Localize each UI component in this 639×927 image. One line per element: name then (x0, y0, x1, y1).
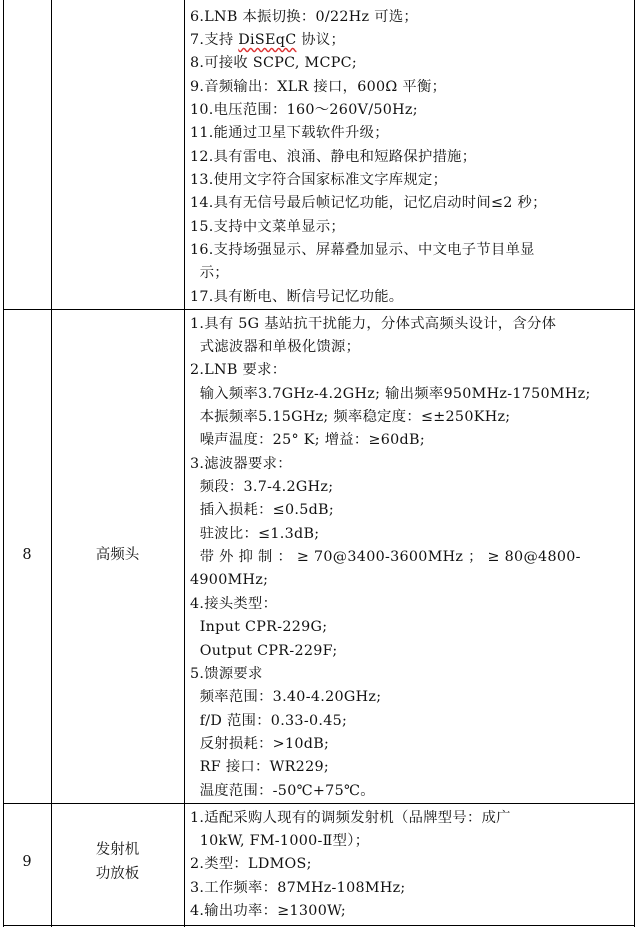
spec-line: 带 外 抑 制 ： ≥ 70@3400-3600MHz ； ≥ 80@4800- (190, 549, 581, 565)
spec-line: 6.LNB 本振切换：0/22Hz 可选； (190, 9, 419, 25)
spec-line: 驻波比：≤1.3dB; (190, 526, 320, 542)
spec-line: 示； (190, 265, 229, 281)
spec-line: 3.工作频率：87MHz-108MHz; (190, 880, 406, 896)
spec-line: 1.具有 5G 基站抗干扰能力，分体式高频头设计，含分体 (190, 316, 557, 332)
spec-line: 5.馈源要求 (190, 666, 263, 682)
spec-line: 温度范围：-50℃+75℃。 (190, 783, 375, 799)
row-divider-a (3, 309, 634, 310)
spec-line: Input CPR-229G; (190, 619, 328, 635)
spec-line: 本振频率5.15GHz; 频率稳定度：≤±250KHz; (190, 409, 511, 425)
spec-line: 9.音频输出：XLR 接口，600Ω 平衡； (190, 79, 447, 95)
spec-line: Output CPR-229F; (190, 643, 338, 659)
table-border-bottom (3, 925, 634, 926)
spec-line: 13.使用文字符合国家标准文字库规定； (190, 172, 448, 188)
item-name: 高频头 (95, 547, 140, 563)
row-divider-b (3, 803, 634, 804)
spec-line: 噪声温度：25° K; 增益：≥60dB; (190, 432, 425, 448)
spec-line: 11.能通过卫星下载软件升级； (190, 125, 389, 141)
spec-line: 输入频率3.7GHz-4.2GHz; 输出频率950MHz-1750MHz; (190, 386, 591, 402)
spec-line: 频率范围：3.40-4.20GHz; (190, 689, 382, 705)
spec-line: 12.具有雷电、浪涌、静电和短路保护措施； (190, 149, 477, 165)
spec-line: 反射损耗：>10dB; (190, 736, 330, 752)
spec-line: 10kW, FM-1000-Ⅱ型）； (190, 833, 370, 849)
spec-line: 式滤波器和单极化馈源； (190, 339, 361, 355)
col-divider-1 (51, 0, 52, 927)
spec-line: RF 接口：WR229; (190, 759, 329, 775)
spec-line: 4.接头类型： (190, 596, 278, 612)
item-name-line-2: 功放板 (95, 866, 140, 882)
spec-line: 频段：3.7-4.2GHz; (190, 479, 334, 495)
item-name-line-1: 发射机 (95, 842, 140, 858)
row-number: 9 (22, 854, 32, 870)
spec-line: 16.支持场强显示、屏幕叠加显示、中文电子节目单显 (190, 242, 535, 258)
spec-line: 15.支持中文菜单显示； (190, 219, 346, 235)
spec-line: 10.电压范围：160～260V/50Hz; (190, 102, 418, 118)
spec-line: 2.LNB 要求： (190, 362, 287, 378)
spec-line: 1.适配采购人现有的调频发射机（品牌型号：成广 (190, 810, 511, 826)
spec-line: 14.具有无信号最后帧记忆功能，记忆启动时间≤2 秒； (190, 195, 547, 211)
spec-line: 插入损耗：≤0.5dB; (190, 502, 334, 518)
row-number: 8 (22, 547, 32, 563)
table-border-right (634, 0, 635, 927)
spec-line: 17.具有断电、断信号记忆功能。 (190, 289, 404, 305)
table-border-left (3, 0, 4, 927)
spec-line: 3.滤波器要求： (190, 456, 292, 472)
spec-line: 4900MHz; (190, 572, 269, 588)
spec-line: 7.支持 DiSEqC 协议； (190, 32, 346, 48)
spec-line: 2.类型：LDMOS; (190, 856, 312, 872)
spec-line: f/D 范围：0.33-0.45; (190, 713, 348, 729)
spec-line: 4.输出功率：≥1300W; (190, 903, 346, 919)
col-divider-2 (184, 0, 185, 927)
diseqc-term: DiSEqC (238, 32, 297, 48)
spec-line: 8.可接收 SCPC, MCPC; (190, 55, 358, 71)
